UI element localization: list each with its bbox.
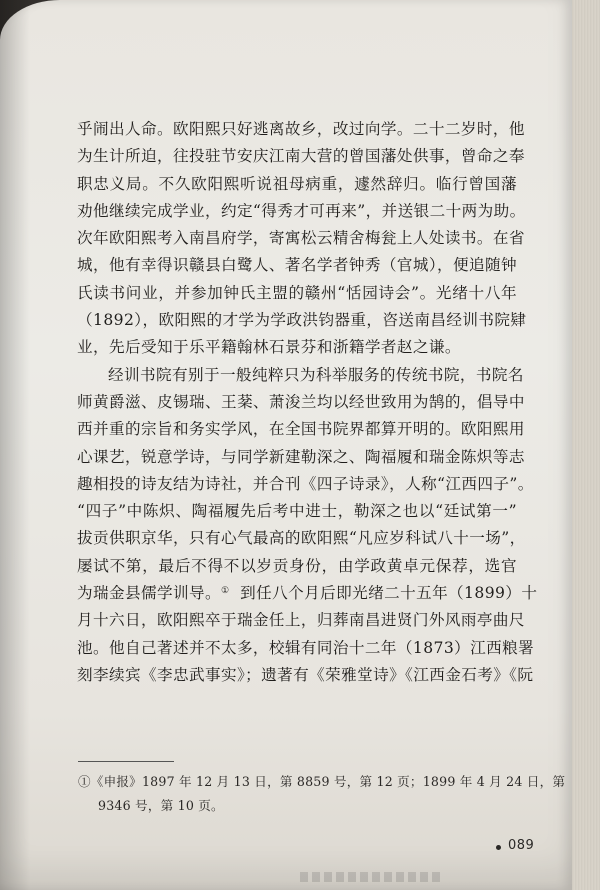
body-line-segment: 到任八个月后即光绪二十五年（1899）十 (240, 584, 538, 603)
footnote (78, 770, 566, 818)
body-line: 次年欧阳熙考入南昌府学，寄寓松云精舍梅瓮上人处读书。在省 (77, 229, 525, 248)
body-line: 心课艺，锐意学诗，与同学新建勒深之、陶福履和瑞金陈炽等志 (77, 447, 525, 466)
body-line: 劝他继续完成学业，约定“得秀才可再来”，并送银二十两为助。 (77, 201, 526, 220)
footnote-divider (78, 761, 174, 762)
body-line: 为生计所迫，往投驻节安庆江南大营的曾国藩处供事，曾命之奉 (77, 147, 525, 166)
body-line: “四子”中陈炽、陶福履先后考中进士，勒深之也以“廷试第一” (77, 502, 517, 521)
footnote-line: ①《申报》1897 年 12 月 13 日，第 8859 号，第 12 页；1899 年 4 月 24 日，第 (78, 774, 566, 789)
footnote-line: 9346 号，第 10 页。 (98, 798, 224, 813)
body-line: （1892），欧阳熙的才学为学政洪钧器重，咨送南昌经训书院肄 (77, 311, 527, 330)
body-line: 业，先后受知于乐平籍翰林石景芬和浙籍学者赵之谦。 (77, 338, 461, 357)
body-line: 氏读书问业，并参加钟氏主盟的赣州“恬园诗会”。光绪十八年 (77, 283, 517, 302)
page-number: 089 (508, 838, 535, 853)
show-through-text (300, 872, 440, 882)
footnote-reference[interactable]: ① (220, 586, 230, 597)
body-line: 池。他自己著述并不太多，校辑有同治十二年（1873）江西粮署 (77, 638, 535, 657)
gutter-shadow (0, 0, 30, 890)
body-line: 拔贡供职京华，只有心气最高的欧阳熙“凡应岁科试八十一场”， (77, 529, 526, 548)
body-line: 职忠义局。不久欧阳熙听说祖母病重，遽然辞归。临行曾国藩 (77, 174, 517, 193)
body-line: 屡试不第，最后不得不以岁贡身份，由学政黄卓元保荐，选官 (77, 556, 517, 575)
body-line: 西并重的宗旨和务实学风，在全国书院界都算开明的。欧阳熙用 (77, 420, 525, 439)
page-number-bullet-icon (496, 845, 501, 850)
body-text (77, 116, 538, 689)
body-line-segment: 为瑞金县儒学训导。 (77, 584, 221, 603)
body-line: 城，他有幸得识赣县白鹭人、著名学者钟秀（官城），便追随钟 (77, 256, 518, 275)
body-line: 趣相投的诗友结为诗社，并合刊《四子诗录》，人称“江西四子”。 (77, 474, 534, 493)
body-line: 乎闹出人命。欧阳熙只好逃离故乡，改过向学。二十二岁时，他 (77, 120, 525, 138)
body-line: 刻李续宾《李忠武事实》；遗著有《荣雅堂诗》《江西金石考》《阮 (77, 665, 534, 684)
paragraph-start: 经训书院有别于一般纯粹只为科举服务的传统书院，书院名 (108, 365, 524, 384)
body-line: 月十六日，欧阳熙卒于瑞金任上，归葬南昌进贤门外风雨亭曲尺 (77, 611, 525, 630)
body-line: 师黄爵滋、皮锡瑞、王棻、萧浚兰均以经世致用为鹄的，倡导中 (77, 392, 525, 411)
body-line-with-footnote (77, 580, 538, 607)
